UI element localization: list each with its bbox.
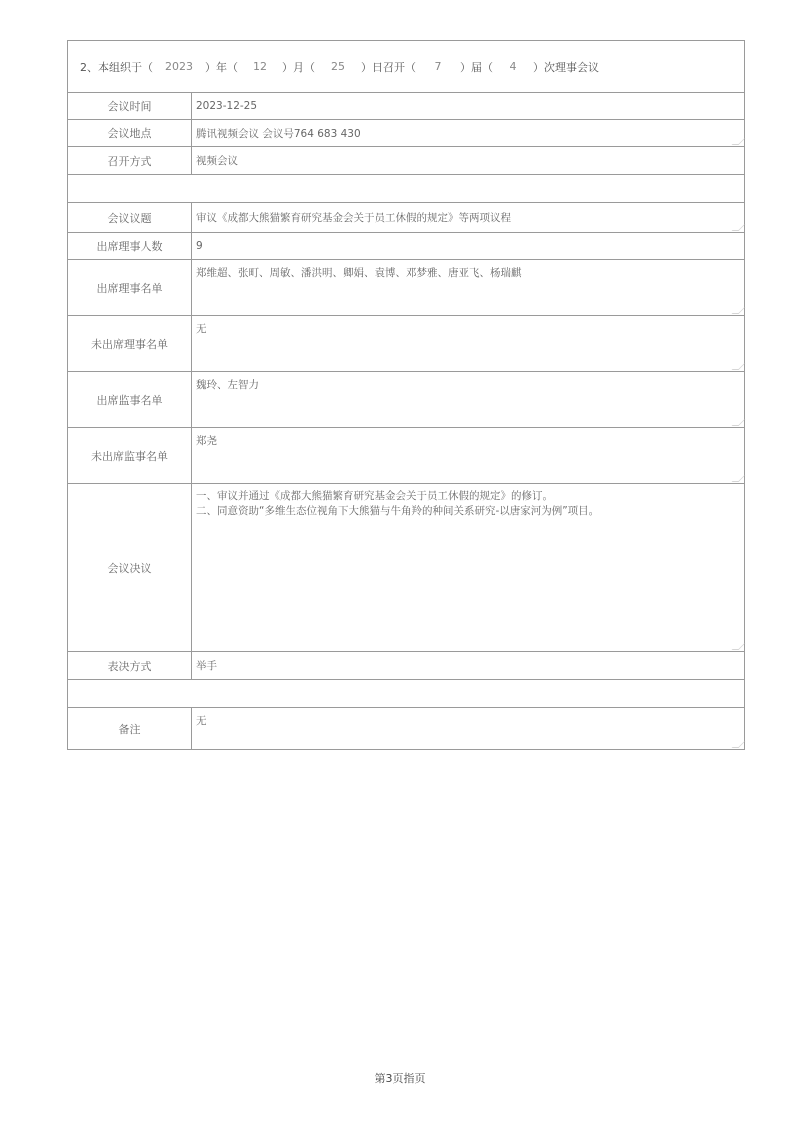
meeting-place-field[interactable] [192,120,744,146]
meeting-place-label: 会议地点 [68,120,192,146]
meeting-time-label: 会议时间 [68,93,192,119]
page-footer: 第3页指页 [374,1072,426,1085]
vote-method-field[interactable]: 举手 [196,660,217,672]
header-number-field[interactable]: 4 [509,60,517,73]
remark-field[interactable] [192,708,744,749]
directors-absent-text: 无 [196,323,207,335]
resolution-row [68,484,744,652]
supervisors-present-text: 魏玲、左智力 [196,379,259,391]
resolution-line: 一、审议并通过《成都大熊猫繁育研究基金会关于员工休假的规定》的修订。 [196,490,553,502]
resize-grip-icon[interactable] [732,643,746,650]
vote-method-row [68,652,744,680]
resize-grip-icon[interactable] [732,363,746,370]
supervisors-present-row [68,372,744,428]
resolution-field[interactable] [192,484,744,651]
director-count-row [68,233,744,260]
meeting-record-form [67,40,745,750]
header-suffix: ）次理事会议 [533,60,599,74]
supervisors-absent-row [68,428,744,484]
resize-grip-icon[interactable] [732,138,746,145]
section-divider [68,175,74,203]
meeting-topic-text: 审议《成都大熊猫繁育研究基金会关于员工休假的规定》等两项议程 [196,212,511,224]
remark-label: 备注 [68,708,192,749]
directors-absent-field[interactable] [192,316,744,371]
meeting-place-row [68,120,744,147]
resize-grip-icon[interactable] [732,741,746,748]
resolution-line: 二、同意资助“多维生态位视角下大熊猫与牛角羚的种间关系研究-以唐家河为例”项目。 [196,505,600,517]
remark-text: 无 [196,715,207,727]
meeting-topic-field[interactable] [192,203,744,232]
resize-grip-icon[interactable] [732,224,746,231]
meeting-place-text: 腾讯视频会议 会议号764 683 430 [196,127,361,140]
header-year-sep: ）年（ [205,60,238,74]
directors-present-text: 郑维超、张町、周敏、潘洪明、卿娟、袁博、邓梦雅、唐亚飞、杨瑞麒 [196,267,522,279]
meeting-method-label: 召开方式 [68,147,192,174]
vote-method-label: 表决方式 [68,652,192,679]
director-count-field[interactable]: 9 [196,240,203,252]
supervisors-absent-label: 未出席监事名单 [68,428,192,483]
supervisors-present-field[interactable] [192,372,744,427]
supervisors-absent-field[interactable] [192,428,744,483]
directors-present-field[interactable] [192,260,744,315]
section-divider-row [68,680,744,708]
resize-grip-icon[interactable] [732,419,746,426]
header-year-field[interactable]: 2023 [165,60,193,73]
resize-grip-icon[interactable] [732,307,746,314]
meeting-header-row [68,41,744,93]
meeting-method-row [68,147,744,175]
header-day-sep: ）日召开（ [361,60,416,74]
directors-absent-label: 未出席理事名单 [68,316,192,371]
directors-present-label: 出席理事名单 [68,260,192,315]
header-prefix: 2、本组织于（ [80,60,153,74]
resolution-text [196,489,599,519]
header-day-field[interactable]: 25 [331,60,345,73]
directors-present-row [68,260,744,316]
meeting-time-field[interactable]: 2023-12-25 [196,100,258,112]
remark-row [68,708,744,750]
supervisors-present-label: 出席监事名单 [68,372,192,427]
directors-absent-row [68,316,744,372]
section-divider-row [68,175,744,203]
header-month-sep: ）月（ [282,60,315,74]
meeting-method-field[interactable]: 视频会议 [196,155,238,167]
header-month-field[interactable]: 12 [253,60,267,73]
meeting-topic-row [68,203,744,233]
resolution-label: 会议决议 [68,484,192,651]
section-divider [68,680,74,708]
resize-grip-icon[interactable] [732,475,746,482]
meeting-topic-label: 会议议题 [68,203,192,232]
supervisors-absent-text: 郑尧 [196,435,217,447]
director-count-label: 出席理事人数 [68,233,192,259]
header-session-field[interactable]: 7 [434,60,442,73]
header-session-sep: ）届（ [460,60,493,74]
meeting-time-row [68,93,744,120]
